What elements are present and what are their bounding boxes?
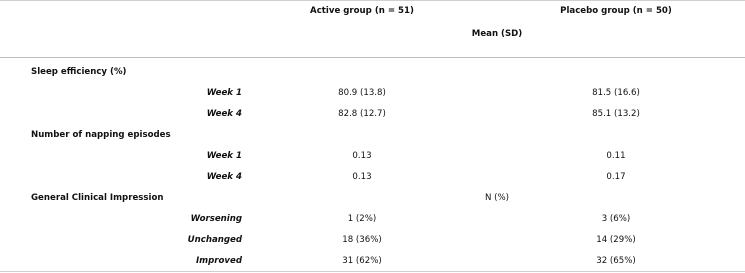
header-rule xyxy=(0,57,745,58)
cell-placebo: 85.1 (13.2) xyxy=(592,109,640,119)
row-label: Unchanged xyxy=(187,235,242,245)
cell-placebo: 81.5 (16.6) xyxy=(592,88,640,98)
statistic-subheader: N (%) xyxy=(484,193,510,203)
section-label-napping-episodes: Number of napping episodes xyxy=(31,130,171,140)
cell-active: 0.13 xyxy=(352,151,372,161)
cell-placebo: 0.17 xyxy=(606,172,626,182)
row-label: Worsening xyxy=(190,214,242,224)
row-label: Week 1 xyxy=(206,151,242,161)
row-label: Week 1 xyxy=(206,88,242,98)
row-label: Week 4 xyxy=(206,109,242,119)
cell-active: 80.9 (13.8) xyxy=(338,88,386,98)
cell-placebo: 3 (6%) xyxy=(601,214,631,224)
table-bottom-rule xyxy=(0,271,745,272)
row-label: Improved xyxy=(195,256,242,266)
cell-active: 0.13 xyxy=(352,172,372,182)
column-header-placebo: Placebo group (n = 50) xyxy=(560,6,672,16)
row-label: Week 4 xyxy=(206,172,242,182)
cell-placebo: 32 (65%) xyxy=(596,256,636,266)
section-label-clinical-impression: General Clinical Impression xyxy=(31,193,164,203)
cell-active: 82.8 (12.7) xyxy=(338,109,386,119)
cell-placebo: 0.11 xyxy=(606,151,626,161)
cell-active: 1 (2%) xyxy=(347,214,377,224)
cell-active: 18 (36%) xyxy=(342,235,382,245)
cell-placebo: 14 (29%) xyxy=(596,235,636,245)
table-top-rule xyxy=(0,0,745,1)
statistic-header: Mean (SD) xyxy=(471,29,523,39)
cell-active: 31 (62%) xyxy=(342,256,382,266)
section-label-sleep-efficiency: Sleep efficiency (%) xyxy=(31,67,127,77)
column-header-active: Active group (n = 51) xyxy=(310,6,414,16)
